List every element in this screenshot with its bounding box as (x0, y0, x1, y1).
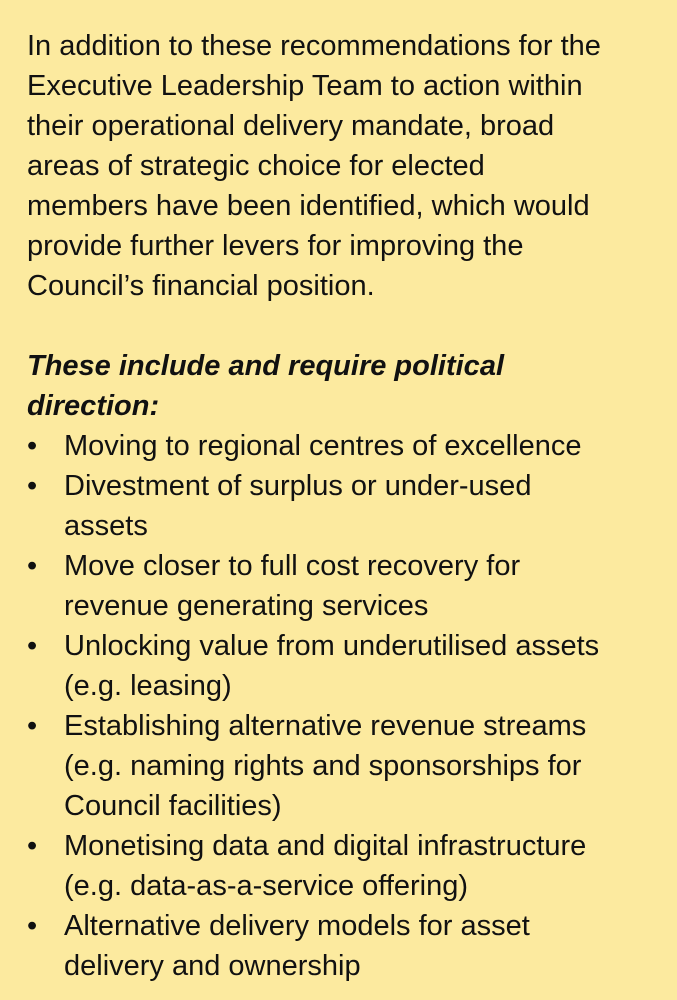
bullet-icon: • (27, 830, 38, 862)
list-item-line: Establishing alternative revenue streams (64, 710, 587, 742)
list-item-line: Monetising data and digital infrastructure (64, 830, 587, 862)
bullet-icon: • (27, 550, 38, 582)
list-item-line: Divestment of surplus or under-used (64, 470, 532, 502)
heading-line: These include and require political (27, 350, 504, 382)
bullet-icon: • (27, 630, 38, 662)
section-heading (27, 346, 677, 426)
list-item-line: Alternative delivery models for asset (64, 910, 530, 942)
paragraph-line: members have been identified, which would (27, 190, 590, 222)
list-item (27, 466, 677, 546)
bullet-icon: • (27, 470, 38, 502)
list-item-line: Move closer to full cost recovery for (64, 550, 521, 582)
list-item-line: delivery and ownership (64, 950, 361, 982)
list-item-line: assets (64, 510, 148, 542)
paragraph-line: their operational delivery mandate, broad (27, 110, 555, 142)
list-item-line: (e.g. naming rights and sponsorships for (64, 750, 582, 782)
paragraph-line: provide further levers for improving the (27, 230, 524, 262)
paragraph-line: Council’s financial position. (27, 270, 375, 302)
list-item (27, 426, 677, 466)
bullet-list (27, 426, 677, 986)
bullet-icon: • (27, 910, 38, 942)
list-item-line: Moving to regional centres of excellence (64, 430, 582, 462)
bullet-icon: • (27, 430, 38, 462)
list-item (27, 826, 677, 906)
list-item (27, 706, 677, 826)
spacer (27, 306, 677, 346)
heading-line: direction: (27, 390, 160, 422)
paragraph-line: Executive Leadership Team to action within (27, 70, 583, 102)
list-item-line: (e.g. data-as-a-service offering) (64, 870, 469, 902)
paragraph-line: In addition to these recommendations for the (27, 30, 601, 62)
bullet-icon: • (27, 710, 38, 742)
paragraph-line: areas of strategic choice for elected (27, 150, 485, 182)
intro-paragraph (27, 26, 677, 306)
list-item-line: (e.g. leasing) (64, 670, 232, 702)
list-item-line: revenue generating services (64, 590, 429, 622)
list-item (27, 626, 677, 706)
list-item (27, 906, 677, 986)
list-item-line: Council facilities) (64, 790, 282, 822)
list-item-line: Unlocking value from underutilised assets (64, 630, 600, 662)
list-item (27, 546, 677, 626)
